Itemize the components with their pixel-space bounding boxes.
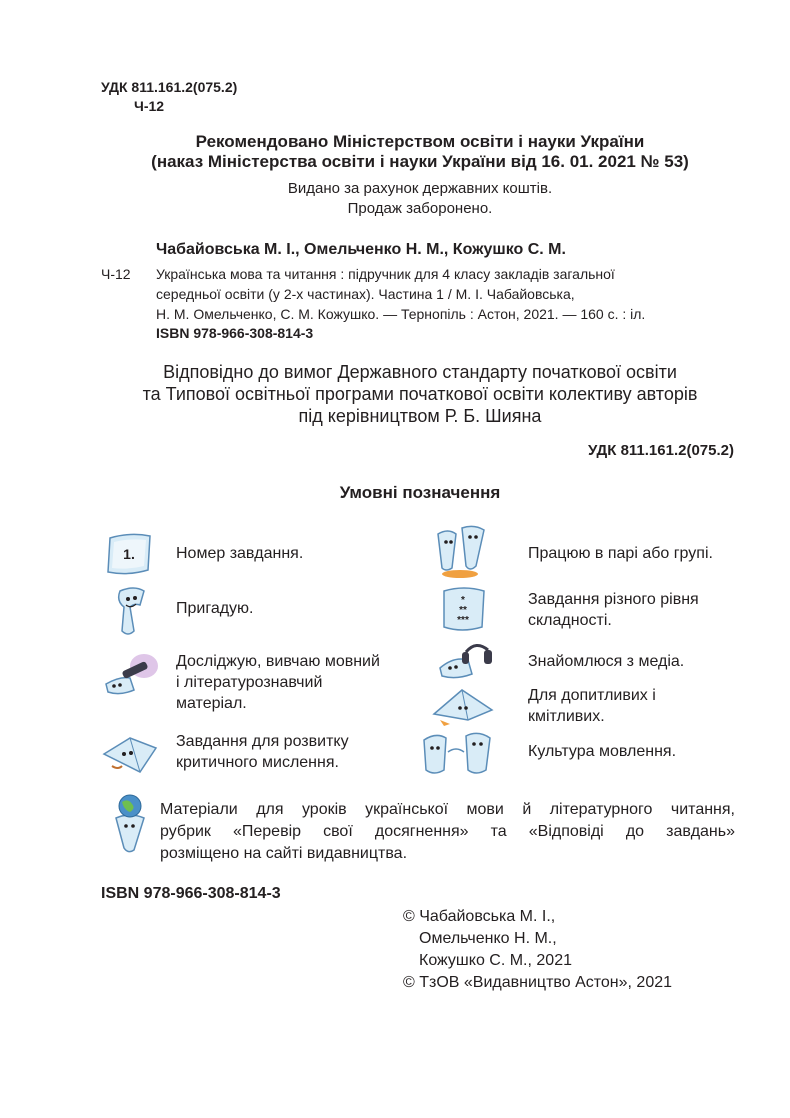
- pair-group-icon: [432, 522, 492, 580]
- funding-line1: Видано за рахунок державних коштів.: [287, 180, 553, 197]
- legend-research: Досліджую, вивчаю мовний і літературознавчий матеріал.: [176, 653, 380, 712]
- critical-thinking-icon: [100, 728, 160, 778]
- recommend-line2: (наказ Міністерства освіти і науки України від 16. 01. 2021 № 53): [151, 152, 689, 171]
- svg-text:*: *: [461, 595, 465, 606]
- legend-remember: Пригадую.: [176, 600, 254, 617]
- bib-authors: Чабайовська М. І., Омельченко Н. М., Кожушко С. М.: [156, 241, 566, 258]
- difficulty-icon: [436, 585, 496, 635]
- standard-line2: та Типової освітньої програми початкової освіти колективу авторів: [142, 384, 698, 404]
- copyright-line2: Омельченко Н. М.,: [419, 930, 557, 947]
- site-note-line3: розміщено на сайті видавництва.: [160, 845, 408, 862]
- standard-line1: Відповідно до вимог Державного стандарту початкової освіти: [163, 362, 677, 382]
- copyright-line3: Кожушко С. М., 2021: [419, 952, 572, 969]
- bib-code: Ч-12: [101, 266, 131, 282]
- task-number-badge: 1.: [123, 546, 135, 562]
- bib-line2: середньої освіти (у 2-х частинах). Частина 1 / М. І. Чабайовська,: [156, 286, 575, 302]
- copyright: [403, 906, 672, 994]
- svg-text:**: **: [459, 605, 467, 616]
- research-icon: [100, 650, 160, 700]
- legend-media: Знайомлюся з медіа.: [528, 653, 685, 670]
- bib-line1: Українська мова та читання : підручник для 4 класу закладів загальної: [156, 266, 615, 282]
- funding-line2: Продаж заборонено.: [347, 200, 493, 217]
- standard-line3: під керівництвом Р. Б. Шияна: [298, 406, 542, 426]
- bib-line3: Н. М. Омельченко, С. М. Кожушко. — Тернопіль : Астон, 2021. — 160 с. : іл.: [156, 306, 646, 322]
- svg-text:***: ***: [457, 615, 469, 626]
- legend-difficulty: Завдання різного рівня складності.: [528, 591, 699, 629]
- media-icon: [434, 638, 494, 680]
- copyright-line4: © ТзОВ «Видавництво Астон», 2021: [403, 974, 673, 991]
- legend-critical-thinking: Завдання для розвитку критичного мислення.: [176, 733, 349, 771]
- legend-curious: Для допитливих і кмітливих.: [528, 687, 656, 725]
- legend-title: Умовні позначення: [339, 483, 501, 502]
- copyright-line1: © Чабайовська М. І.,: [403, 908, 556, 925]
- remember-icon: [104, 585, 164, 635]
- legend-speech-culture: Культура мовлення.: [528, 743, 677, 760]
- site-note: [160, 799, 735, 865]
- site-note-line2: рубрик «Перевір свої досягнення» та «Відповіді до завдань»: [160, 823, 735, 840]
- task-number-icon: [102, 530, 162, 580]
- curious-icon: [430, 684, 490, 728]
- udk-top: УДК 811.161.2(075.2): [101, 79, 238, 95]
- udk-right: УДК 811.161.2(075.2): [587, 442, 734, 459]
- legend-pair-group: Працюю в парі або групі.: [528, 545, 713, 562]
- speech-culture-icon: [420, 726, 496, 778]
- isbn-bottom: ISBN 978-966-308-814-3: [101, 885, 281, 902]
- globe-icon: [108, 792, 154, 854]
- site-note-line1: Матеріали для уроків української мови й літературного читання,: [160, 801, 735, 818]
- recommend-line1: Рекомендовано Міністерством освіти і науки України: [195, 132, 645, 151]
- bib-isbn: ISBN 978-966-308-814-3: [156, 325, 314, 341]
- code-top: Ч-12: [134, 98, 165, 114]
- legend-task-number: Номер завдання.: [176, 545, 304, 562]
